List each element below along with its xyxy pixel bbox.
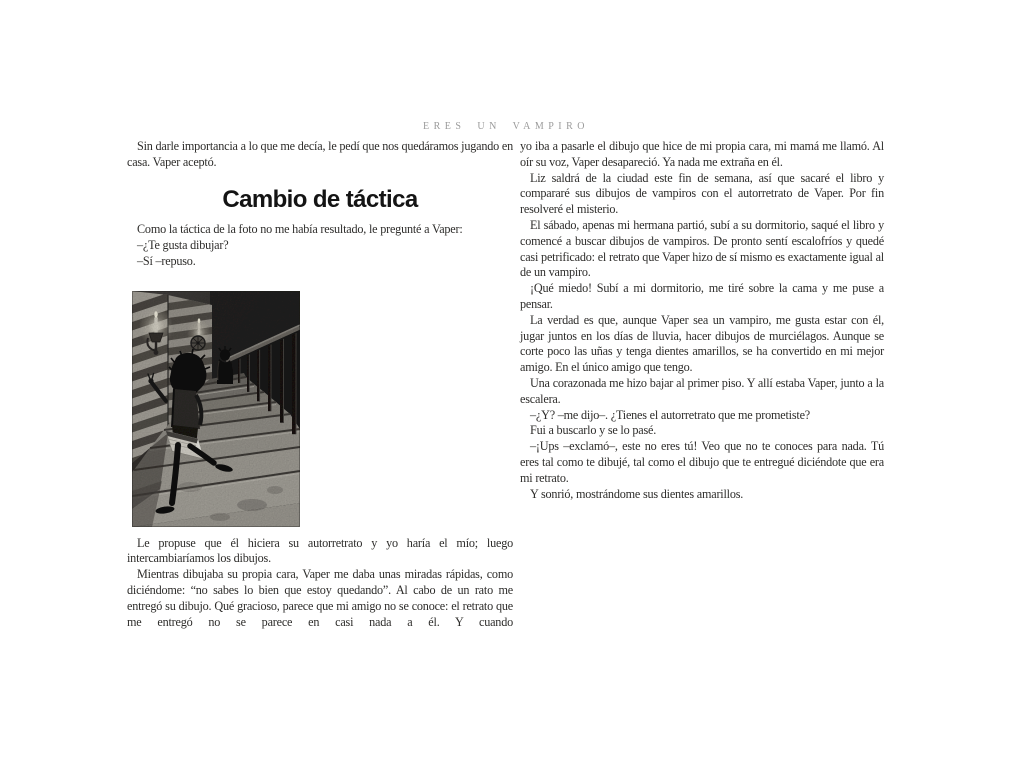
dialogue-line: –Sí –repuso. (137, 253, 196, 268)
paragraph: Fui a buscarlo y se lo pasé. (530, 423, 657, 438)
paragraph: Y sonrió, mostrándome sus dientes amarillos. (530, 486, 744, 501)
left-text-column (127, 139, 513, 630)
paragraph: Como la táctica de la foto no me había resultado, le pregunté a Vaper: (137, 222, 463, 237)
stairway-scene (132, 291, 300, 527)
paragraph: Liz saldrá de la ciudad este fin de semana, así que sacaré el libro y compararé sus dibujos de vampiros con el autorretrato de Vaper. Por fin resolveré el misterio. (520, 170, 884, 217)
dialogue-line: –¡Ups –exclamó–, este no eres tú! Veo que no te conoces para nada. Tú eres tal como te dibujé, tal como el dibujo que te entregué diciéndote que era mi retrato. (520, 439, 884, 485)
dialogue-line: –¿Y? –me dijo–. ¿Tienes el autorretrato que me prometiste? (530, 407, 811, 422)
paragraph: Sin darle importancia a lo que me decía, le pedí que nos quedáramos jugando en casa. Vaper aceptó. (127, 139, 513, 169)
stairway-illustration (132, 291, 300, 527)
paragraph: La verdad es que, aunque Vaper sea un vampiro, me gusta estar con él, jugar juntos en los días de lluvia, hacer dibujos de murciélagos. Aunque se corte poco las uñas y tenga dientes amarillos, se ha convertido en mi mejor amigo. En el único amigo que tengo. (520, 312, 884, 375)
right-text-column (520, 139, 884, 502)
paragraph: ¡Qué miedo! Subí a mi dormitorio, me tiré sobre la cama y me puse a pensar. (520, 281, 884, 311)
paragraph: Mientras dibujaba su propia cara, Vaper me daba unas miradas rápidas, como diciéndome: “no sabes lo bien que estoy quedando”. Al cabo de un rato me entregó su dibujo. Qué gracioso, parece que mi amigo no se conoce: el retrato que me entregó no se parece en casi nada a él. Y cuando (127, 567, 513, 629)
running-header: ERES UN VAMPIRO (422, 121, 590, 132)
paragraph: El sábado, apenas mi hermana partió, subí a su dormitorio, saqué el libro y comencé a buscar dibujos de vampiros. De pronto sentí escalofríos y quedé casi petrificado: el retrato que Vaper hizo de sí mismo es exactamente igual al de un vampiro. (520, 217, 884, 280)
chapter-title: Cambio de táctica (222, 185, 418, 213)
dialogue-line: –¿Te gusta dibujar? (137, 237, 229, 252)
paragraph: yo iba a pasarle el dibujo que hice de mi propia cara, mi mamá me llamó. Al oír su voz, Vaper desapareció. Ya nada me extraña en él. (520, 139, 884, 169)
paragraph: Le propuse que él hiciera su autorretrato y yo haría el mío; luego intercambiaríamos los dibujos. (127, 535, 513, 566)
paragraph: Una corazonada me hizo bajar al primer piso. Y allí estaba Vaper, junto a la escalera. (520, 375, 884, 406)
